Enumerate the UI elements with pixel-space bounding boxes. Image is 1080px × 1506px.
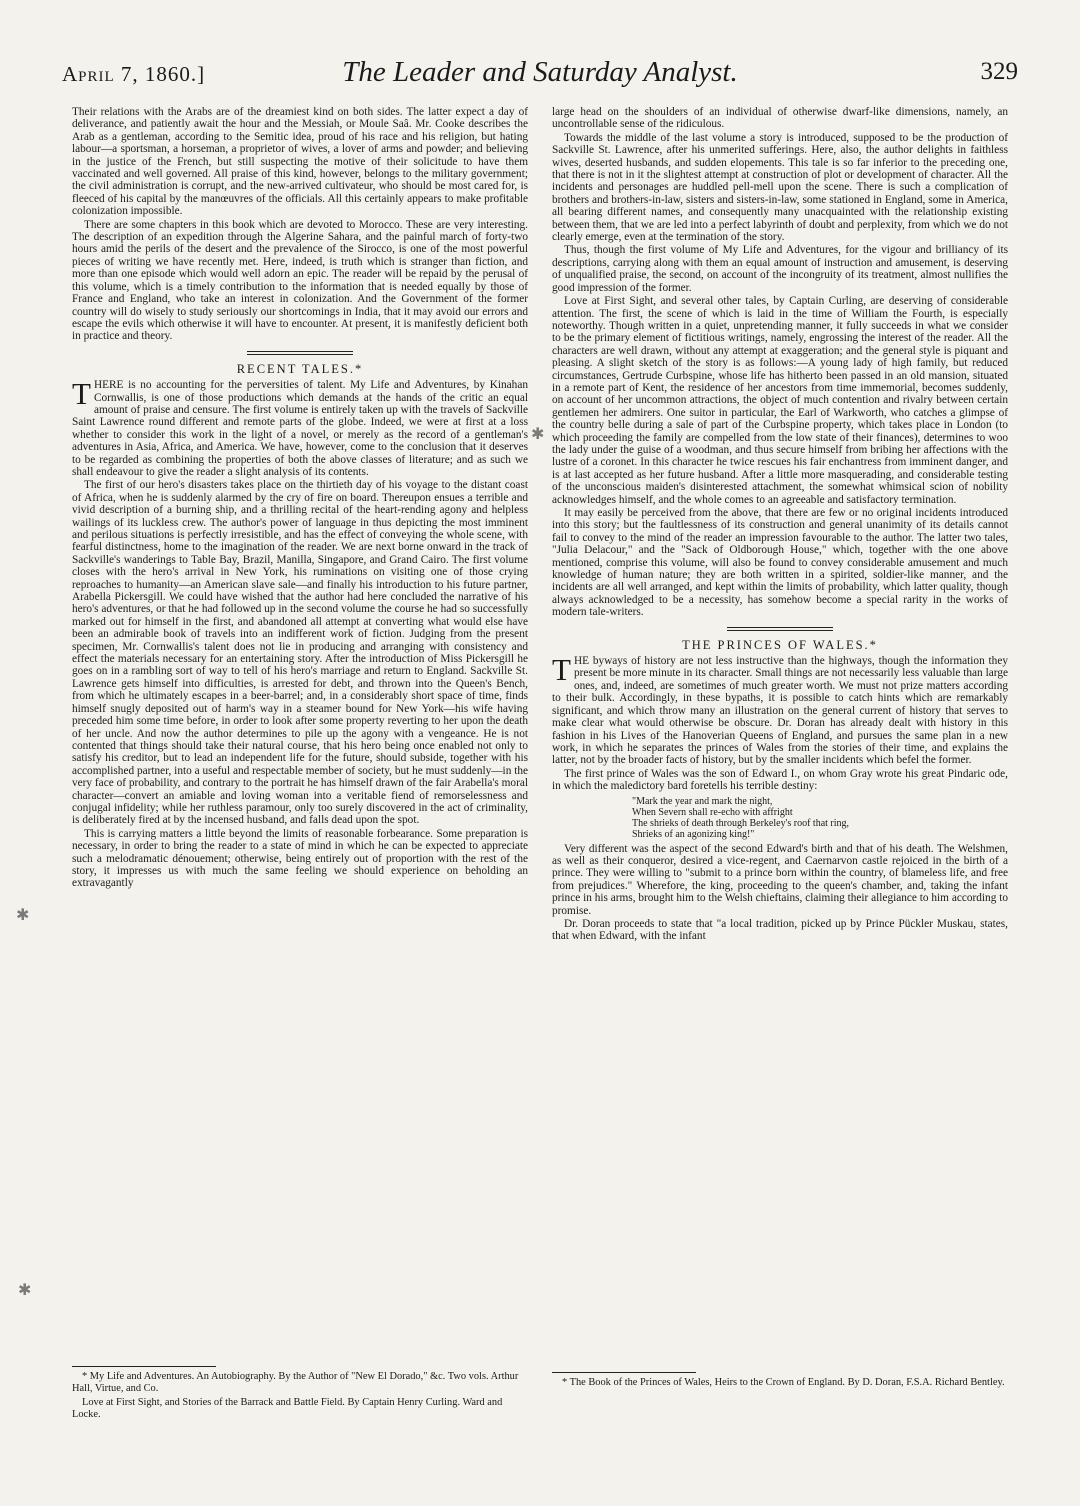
drop-cap: T xyxy=(72,376,91,412)
intro-paragraph: There are some chapters in this book which are devoted to Morocco. These are very interesting. The description of an expedition through the Algerine Sahara, and the painful march of forty-two hours amid the perils of the desert and the prevalence of the Sirocco, is one of the most powerful pieces of writing we have recently met. Here, indeed, is truth which is stranger than fiction, and more than one episode which would well adorn an epic. The reader will be repaid by the perusal of this volume, which is a timely contribution to the information that is needed equally by those of France and England, who take an interest in colonization. And the Government of the former country will do wisely to study seriously our shortcomings in India, that it may avoid our errors and escape the evils which otherwise it will have to encounter. At present, it is manifestly deficient both in practice and theory. xyxy=(72,218,528,343)
body-paragraph: Love at First Sight, and several other tales, by Captain Curling, are deserving of considerable attention. The first, the scene of which is laid in the time of William the Fourth, is especially noteworthy. Though written in a quiet, unpretending manner, it fully succeeds in what we consider to be the primary element of fictitious writings, namely, engrossing the interest of the reader. All the characters are well drawn, without any attempt at exaggeration; and the general style is piquant and pleasing. A slight sketch of the story is as follows:—A young lady of high family, but reduced circumstances, Gertrude Curbspine, whose life has hitherto been passed in an old mansion, situated in a remote part of Kent, the residence of her ancestors from time immemorial, becomes suddenly, on account of her uncommon attractions, the object of much contention and rivalry between certain gentlemen her admirers. One suitor in particular, the Earl of Warkworth, who catches a glimpse of the country belle during a sale of part of the Curbspine property, which takes place in London (to which proceeding the family are compelled from the low state of their finances), determines to woo the lady under the guise of a woodman, and thus secure himself from bribing her affections with the lustre of a coronet. In this character he twice rescues his fair enchantress from imminent danger, and is at last accepted as her future husband. After a little more masquerading, and considerable testing of the unconscious maiden's disinterested attachment, the somewhat whimsical scion of nobility acknowledges himself, and the whole comes to an agreeable and satisfactory termination. xyxy=(552,295,1008,506)
body-paragraph: The first prince of Wales was the son of Edward I., on whom Gray wrote his great Pindaric ode, in which the maledictory bard foretells his terrible destiny: xyxy=(552,767,1008,793)
masthead xyxy=(60,56,1020,96)
footnotes-left xyxy=(72,1366,528,1423)
footnote: * My Life and Adventures. An Autobiography. By the Author of "New El Dorado," &c. Two vols. Arthur Hall, Virtue, and Co. xyxy=(72,1371,519,1394)
recent-tales-heading: RECENT TALES.* xyxy=(236,361,364,376)
poem-line: Shrieks of an agonizing king!" xyxy=(632,828,755,840)
body-paragraph: Very different was the aspect of the second Edward's birth and that of his death. The Welshmen, as well as their conqueror, desired a vice-regent, and Caernarvon castle rejoiced in the birth of a prince. They were willing to "submit to a prince born within the country, of blameless life, and free from prejudices." Wherefore, the king, proceeding to the queen's chamber, and, taking the infant prince in his arms, brought him to the Welsh chieftains, claiming their allegiance to him according to promise. xyxy=(552,842,1008,917)
body-paragraph: Thus, though the first volume of My Life and Adventures, for the vigour and brilliancy of its descriptions, carrying along with them an equal amount of instruction and amusement, is deserving of unqualified praise, the second, on account of the incongruity of its treatment, almost nullifies the good impression of the former. xyxy=(552,244,1008,294)
issue-date: April 7, 1860.] xyxy=(62,62,206,86)
intro-paragraph: Their relations with the Arabs are of the dreamiest kind on both sides. The latter expect a day of deliverance, and patiently await the hour and the Messiah, or Moule Saâ. Mr. Cooke describes the Arab as a gentleman, according to the Semitic idea, proud of his race and his religion, but hating labour—a sportsman, a horseman, a proprietor of wives, a lover of arms and powder; and believing in the justice of the French, but still suspecting the motive of their solicitude to have them vaccinated and well governed. All praise of this kind, however, belongs to the military government; the civil administration is corrupt, and the new-arrived cultivateur, who should be most cared for, is fleeced of his capital by the manœuvres of the officials. All this certainly appears to make profitable colonization impossible. xyxy=(72,106,528,218)
paper-stain-mark: ✱ xyxy=(18,1280,32,1299)
drop-cap: T xyxy=(552,652,571,688)
section-divider xyxy=(247,351,353,355)
poem-line: The shrieks of death through Berkeley's roof that ring, xyxy=(632,817,850,829)
body-paragraph: This is carrying matters a little beyond the limits of reasonable forbearance. Some preparation is necessary, in order to bring the reader to a state of mind in which he can be expected to appreciate such a melodramatic dénouement; otherwise, being entirely out of proportion with the rest of the story, it impresses us with much the same feeling we should experience on beholding an extravagantly xyxy=(72,827,528,890)
footnotes-right xyxy=(552,1372,1008,1391)
publication-title: The Leader and Saturday Analyst. xyxy=(342,56,738,88)
paper-stain-mark: ✱ xyxy=(16,905,30,924)
right-column xyxy=(552,106,1008,944)
opening-text: HERE is no accounting for the perversities of talent. My Life and Adventures, by Kinahan Cornwallis, is one of those productions which demands at the hands of the critic an equal amount of praise and censure. The first volume is entirely taken up with the travels of Sackville Saint Lawrence round different and remote parts of the globe. Indeed, we were at first at a loss whether to consider this work in the light of a novel, or merely as the record of a gentleman's adventures in Asia, Africa, and America. We have, however, come to the conclusion that it deserves to be regarded as combining the properties of both the above classes of literature; and as such we shall endeavour to give the reader a slight analysis of its contents. xyxy=(72,379,528,478)
recent-tales-opening xyxy=(72,376,528,478)
footnote: Love at First Sight, and Stories of the Barrack and Battle Field. By Captain Henry Curling. Ward and Locke. xyxy=(72,1397,503,1420)
section-divider xyxy=(727,627,833,631)
body-paragraph: Towards the middle of the last volume a story is introduced, supposed to be the production of Sackville St. Lawrence, after his unmerited sufferings. Here, also, the author delights in faithless wives, deserted husbands, and sudden elopements. This tale is so far inferior to the preceding one, that there is not in it the slightest attempt at construction of plot or development of character. All the incidents and personages are huddled pell-mell upon the scene. There is such a complication of brothers and brothers-in-law, sisters and sisters-in-law, some stationed in England, some in America, all bearing different names, and consequently many unacquainted with the relationship existing between them, that we are led into a perfect labyrinth of doubt and perplexity, from which we do not clearly emerge, even at the termination of the story. xyxy=(552,131,1008,244)
footnote: * The Book of the Princes of Wales, Heirs to the Crown of England. By D. Doran, F.S.A. Richard Bentley. xyxy=(562,1377,1005,1388)
quoted-poem xyxy=(632,796,1008,840)
left-column xyxy=(72,106,528,891)
opening-text: HE byways of history are not less instructive than the highways, though the information they present be more minute in its character. Small things are not necessarily less valuable than large ones, and, indeed, are sometimes of much greater worth. We must not prize matters according to their bulk. Accordingly, in these bypaths, it is possible to catch hints which are remarkably significant, and which throw many an illustration on the general current of history that serves to make clear what would otherwise be obscure. Dr. Doran has already dealt with history in this fashion in his Lives of the Hanoverian Queens of England, and pursues the same plan in a new work, in which he separates the princes of Wales from the stories of their time, and explains the latter, not by the broader facts of history, but by the smaller incidents which befel the former. xyxy=(552,655,1008,767)
princes-opening xyxy=(552,652,1008,767)
paper-stain-mark: ✱ xyxy=(531,424,545,443)
body-paragraph: Dr. Doran proceeds to state that "a local tradition, picked up by Prince Pückler Muskau, states, that when Edward, with the infant xyxy=(552,917,1008,943)
body-paragraph: large head on the shoulders of an individual of otherwise dwarf-like dimensions, namely, an uncontrollable sense of the ridiculous. xyxy=(552,106,1008,131)
footnote-rule xyxy=(552,1372,696,1373)
body-paragraph: The first of our hero's disasters takes place on the thirtieth day of his voyage to the distant coast of Africa, when he is suddenly alarmed by the cry of fire on board. Thereupon ensues a terrible and vivid description of a burning ship, and a thrilling recital of the heart-rending agony and helpless wailings of its luckless crew. The author's power of language in thus depicting the most imminent and perilous situations is perfectly irresistible, and has the effect of conveying the whole scene, with fearful distinctness, home to the imagination of the reader. We are next borne onward in the track of Sackville's wanderings to Table Bay, Brazil, Manilla, Singapore, and Grand Cairo. The first volume closes with the hero's arrival in New York, his ruminations on visiting one of those crying reproaches to humanity—an American slave sale—and finally his introduction to his future partner, Arabella Pickersgill. We could have wished that the author had here concluded the narrative of his hero's adventures, or that he had followed up in the second volume the course he had so successfully marked out for himself in the first, and abandoned all attempt at converting what would else have been an admirable book of travels into an indifferent work of fiction. Judging from the present specimen, Mr. Cornwallis's talent does not lie in producing and arranging with consistency and effect the materials necessary for an entertaining story. After the introduction of Miss Pickersgill he goes on in a rambling sort of way to tell of his hero's marriage and return to England. Sackville St. Lawrence gets himself into difficulties, is arrested for debt, and thrown into the Queen's Bench, from which he ultimately escapes in a beer-barrel; and, in a considerably short space of time, finds himself snugly deposited out of harm's way in a steamer bound for New York—his wife having preceded him some time before, in order to look after some property reverting to her upon the death of her uncle. And now the author determines to pile up the agony with a vengeance. He is not contented that things should take their natural course, that his hero being once enabled not only to satisfy his creditor, but to lead an independent life for the future, should subside, together with his accomplished partner, into a useful and respectable member of society, but he must suddenly—in the very face of probability, and contrary to the portrait he has himself drawn of the fair Arabella's moral character—convert an amiable and loving woman into a veritable fiend of remorselessness and conjugal infidelity; while her ruthless paramour, only too surely discovered in the act of criminality, is deliberately fired at by the incensed husband, and falls dead upon the spot. xyxy=(72,479,528,827)
princes-of-wales-heading: THE PRINCES OF WALES.* xyxy=(682,637,878,652)
poem-line: When Severn shall re-echo with affright xyxy=(632,806,793,818)
body-paragraph: It may easily be perceived from the above, that there are few or no original incidents introduced into this story; but the faultlessness of its construction and general unanimity of its details cannot fail to convey to the mind of the reader an impression favourable to the author. The latter two tales, "Julia Delacour," and the "Sack of Oldborough House," which, together with the one above mentioned, comprise this volume, will also be found to convey considerable amusement and much knowledge of human nature; they are both written in a spirited, soldier-like manner, and the incidents are all well arranged, and kept within the limits of probability, which latter quality, though always acknowledged to be a necessity, has somehow become a special rarity in the works of modern tale-writers. xyxy=(552,507,1008,619)
footnote-rule xyxy=(72,1366,216,1367)
poem-line: "Mark the year and mark the night, xyxy=(632,795,773,807)
page-number: 329 xyxy=(980,58,1018,85)
